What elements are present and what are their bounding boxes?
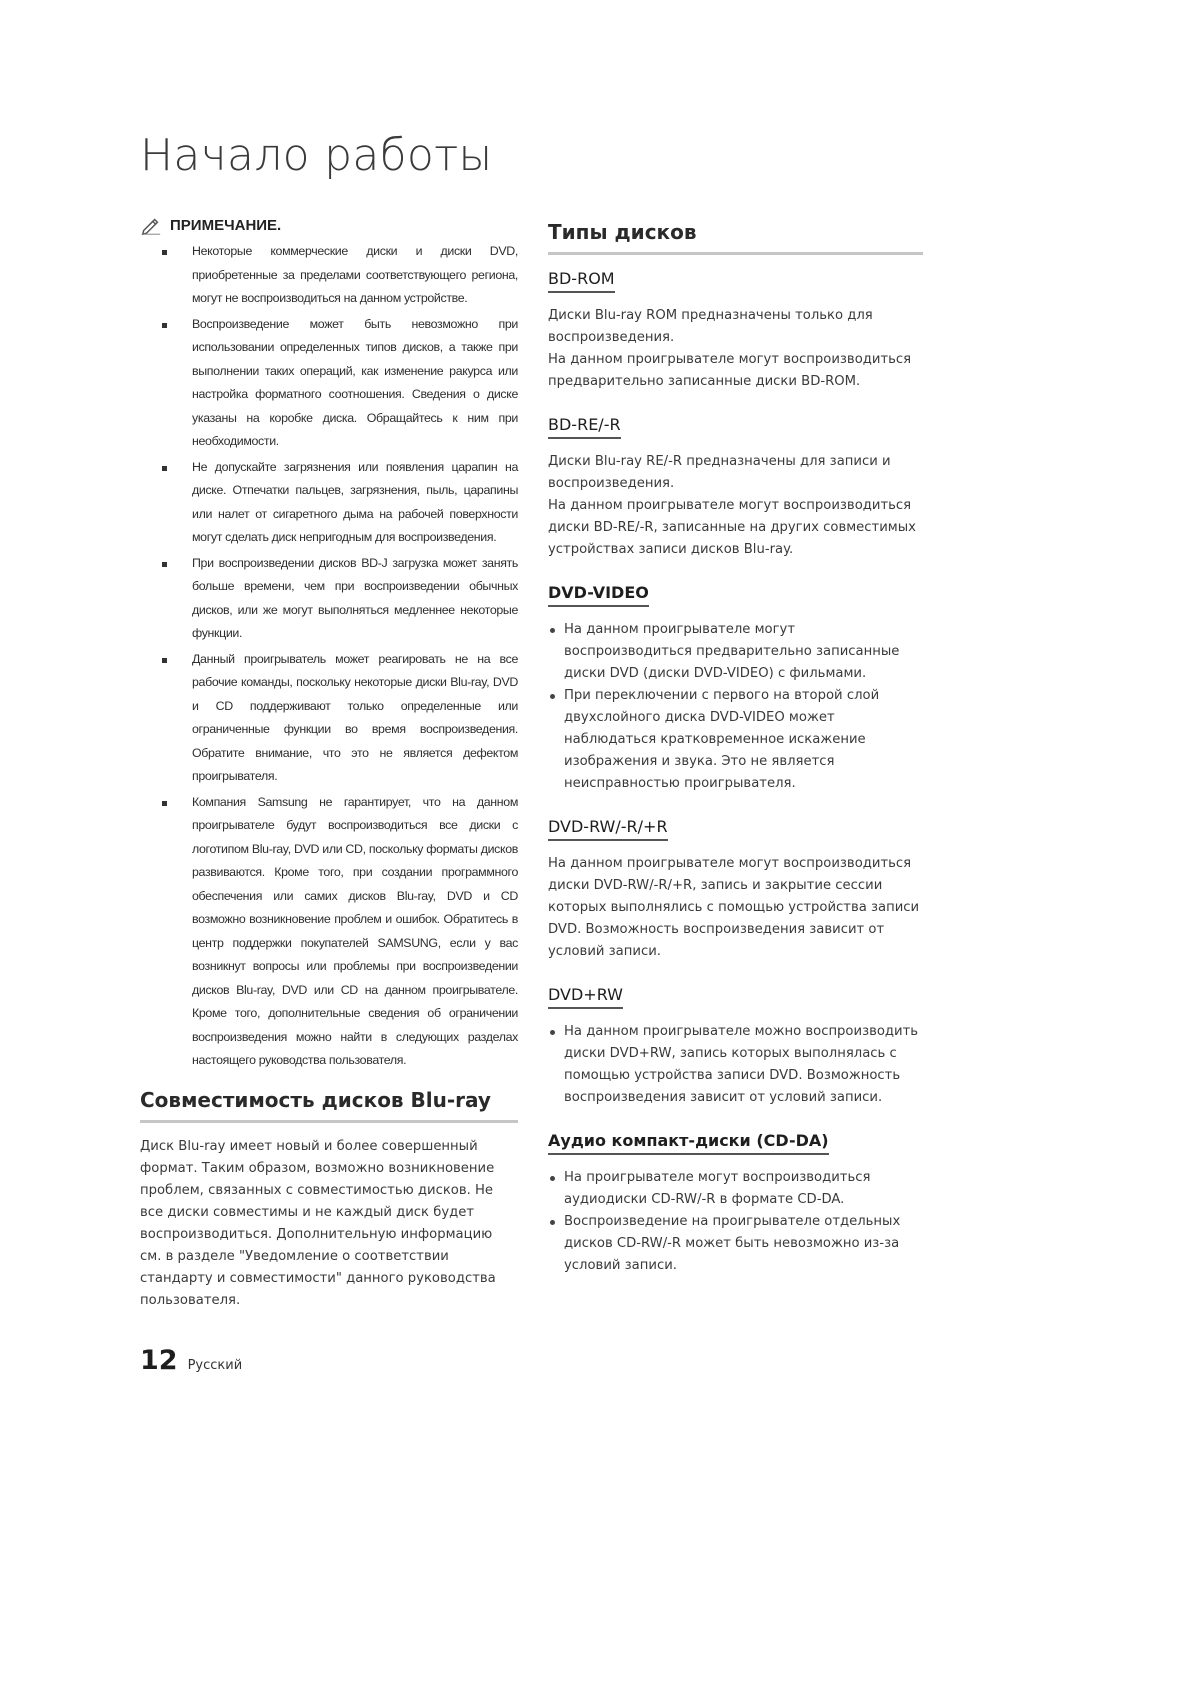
divider (140, 1120, 518, 1123)
paragraph: Диски Blu-ray RE/-R предназначены для записи и воспроизведения. (548, 454, 891, 491)
cdda-list (548, 1167, 923, 1277)
page-title: Начало работы (140, 130, 493, 181)
paragraph: Диски Blu-ray ROM предназначены только для воспроизведения. (548, 308, 873, 345)
types-heading: Типы дисков (548, 220, 697, 244)
dvdplusrw-heading: DVD+RW (548, 985, 623, 1009)
dvdrw-block (548, 817, 923, 963)
disc-types-section (548, 220, 923, 1299)
dvdplusrw-list (548, 1021, 923, 1109)
dvdvideo-heading: DVD-VIDEO (548, 583, 649, 607)
divider (548, 252, 923, 255)
list-item: При воспроизведении дисков BD-J загрузка может занять больше времени, чем при воспроизведении обычных дисков, или же могут выполняться медленнее некоторые функции. (162, 552, 518, 646)
bdre-heading: BD-RE/-R (548, 415, 621, 439)
pencil-note-icon (140, 214, 162, 236)
cdda-block (548, 1131, 923, 1277)
compat-heading: Совместимость дисков Blu-ray (140, 1088, 491, 1112)
note-header (140, 214, 281, 236)
list-item: На данном проигрывателе могут воспроизводиться предварительно записанные диски DVD (диски DVD-VIDEO) с фильмами. (548, 619, 923, 685)
bdrom-block (548, 269, 923, 393)
paragraph: На данном проигрывателе могут воспроизводиться диски DVD-RW/-R/+R, запись и закрытие сессии которых выполнялись с помощью устройства записи DVD. Возможность воспроизведения зависит от условий записи. (548, 856, 920, 959)
list-item: На данном проигрывателе можно воспроизводить диски DVD+RW, запись которых выполнялась с помощью устройства записи DVD. Возможность воспроизведения зависит от условий записи. (548, 1021, 923, 1109)
dvdvideo-block (548, 583, 923, 795)
note-list (162, 240, 518, 1075)
list-item: При переключении с первого на второй слой двухслойного диска DVD-VIDEO может наблюдаться кратковременное искажение изображения и звука. Это не является неисправностью проигрывателя. (548, 685, 923, 795)
list-item: Данный проигрыватель может реагировать не на все рабочие команды, поскольку некоторые диски Blu-ray, DVD и CD поддерживают только определенные или ограниченные функции во время воспроизведения. Обратите внимание, что это не является дефектом проигрывателя. (162, 648, 518, 789)
cdda-heading: Аудио компакт-диски (CD-DA) (548, 1131, 829, 1155)
compat-text: Диск Blu-ray имеет новый и более совершенный формат. Таким образом, возможно возникновение проблем, связанных с совместимостью дисков. Не все диски совместимы и не каждый диск будет воспроизводиться. Дополнительную информацию см. в разделе "Уведомление о соответствии стандарту и совместимости" данного руководства пользователя. (140, 1139, 496, 1308)
bdrom-heading: BD-ROM (548, 269, 615, 293)
note-heading: ПРИМЕЧАНИЕ. (170, 216, 282, 234)
page-language: Русский (187, 1358, 243, 1373)
list-item: Некоторые коммерческие диски и диски DVD, приобретенные за пределами соответствующего региона, могут не воспроизводиться на данном устройстве. (162, 240, 518, 311)
list-item: Не допускайте загрязнения или появления царапин на диске. Отпечатки пальцев, загрязнения, пыль, царапины или налет от сигаретного дыма на рабочей поверхности могут сделать диск непригодным для воспроизведения. (162, 456, 518, 550)
list-item: Компания Samsung не гарантирует, что на данном проигрывателе будут воспроизводиться все диски с логотипом Blu-ray, DVD или CD, поскольку форматы дисков развиваются. Кроме того, при создании программного обеспечения или самих дисков Blu-ray, DVD и CD возможно возникновение проблем и ошибок. Обратитесь в центр поддержки покупателей SAMSUNG, если у вас возникнут вопросы или проблемы при воспроизведении дисков Blu-ray, DVD или CD на данном проигрывателе. Кроме того, дополнительные сведения об ограничении воспроизведения можно найти в следующих разделах настоящего руководства пользователя. (162, 791, 518, 1073)
page-footer (140, 1345, 242, 1376)
bdre-block (548, 415, 923, 561)
list-item: Воспроизведение может быть невозможно при использовании определенных типов дисков, а также при выполнении таких операций, как изменение ракурса или настройка форматного соотношения. Сведения о диске указаны на коробке диска. Обращайтесь к ним при необходимости. (162, 313, 518, 454)
list-item: Воспроизведение на проигрывателе отдельных дисков CD-RW/-R может быть невозможно из-за условий записи. (548, 1211, 923, 1277)
paragraph: На данном проигрывателе могут воспроизводиться предварительно записанные диски BD-ROM. (548, 352, 912, 389)
dvdplusrw-block (548, 985, 923, 1109)
dvdvideo-list (548, 619, 923, 795)
page-number: 12 (140, 1345, 178, 1376)
dvdrw-heading: DVD-RW/-R/+R (548, 817, 668, 841)
paragraph: На данном проигрывателе могут воспроизводиться диски BD-RE/-R, записанные на других совместимых устройствах записи дисков Blu-ray. (548, 498, 916, 557)
list-item: На проигрывателе могут воспроизводиться аудиодиски CD-RW/-R в формате CD-DA. (548, 1167, 923, 1211)
